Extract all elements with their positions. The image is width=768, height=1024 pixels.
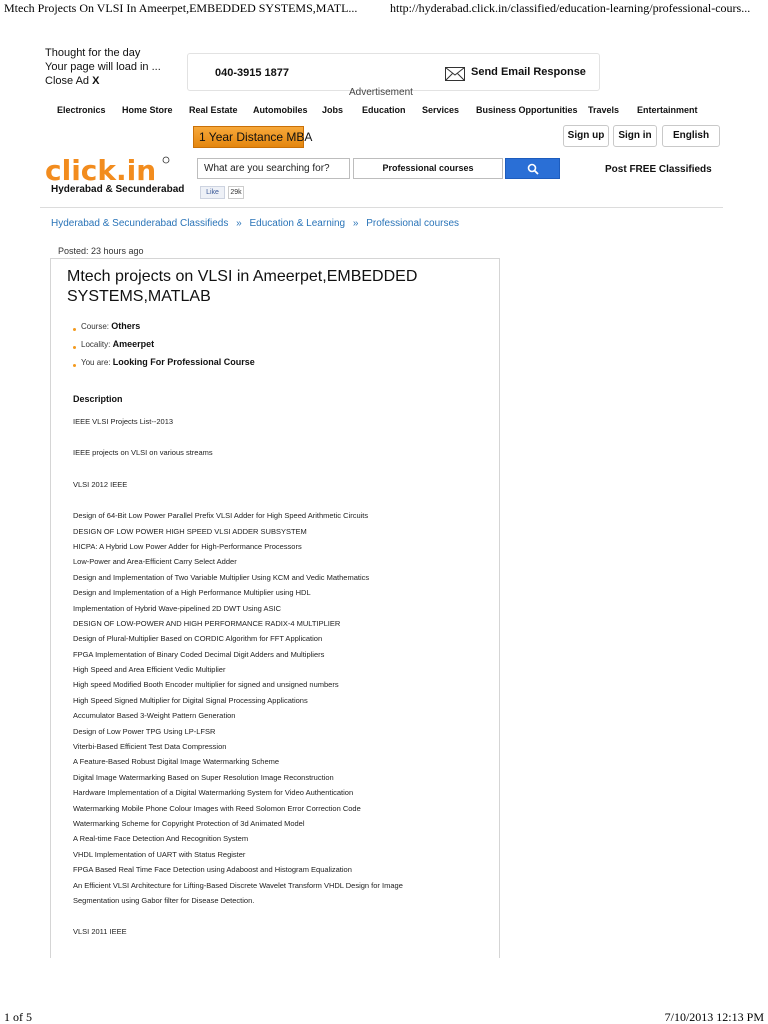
project-item: A Feature-Based Robust Digital Image Watermarking Scheme bbox=[73, 757, 280, 767]
project-item: FPGA Implementation of Binary Coded Decimal Digit Adders and Multipliers bbox=[73, 649, 325, 659]
category-nav bbox=[45, 105, 705, 121]
posted-time: Posted: 23 hours ago bbox=[58, 246, 144, 256]
search-button[interactable] bbox=[505, 158, 560, 179]
attribute-value: Looking For Professional Course bbox=[112, 357, 255, 367]
description-line: IEEE projects on VLSI on various streams bbox=[73, 448, 213, 458]
attribute-locality bbox=[73, 339, 255, 357]
breadcrumb-city[interactable]: Hyderabad & Secunderabad Classifieds bbox=[51, 218, 229, 229]
project-item: A Real-time Face Detection And Recognition System bbox=[73, 834, 249, 844]
nav-item-entertainment[interactable]: Entertainment bbox=[637, 105, 698, 115]
header-divider bbox=[40, 207, 723, 208]
project-item: Watermarking Mobile Phone Colour Images with Reed Solomon Error Correction Code bbox=[73, 803, 361, 813]
print-page-url: http://hyderabad.click.in/classified/education-learning/professional-cours... bbox=[390, 1, 751, 15]
banner-text: 1 Year Distance MBA bbox=[199, 130, 313, 144]
nav-item-business-opportunities[interactable]: Business Opportunities bbox=[476, 105, 578, 115]
logo-text: click.in bbox=[45, 154, 157, 186]
breadcrumb-separator: » bbox=[352, 218, 359, 229]
nav-item-education[interactable]: Education bbox=[362, 105, 406, 115]
email-envelope-icon bbox=[445, 67, 465, 81]
project-item: An Efficient VLSI Architecture for Lifting-Based Discrete Wavelet Transform VHDL Design for Image bbox=[73, 880, 403, 890]
print-header bbox=[0, 0, 768, 20]
project-item: High Speed Signed Multiplier for Digital Signal Processing Applications bbox=[73, 695, 308, 705]
language-button[interactable]: English bbox=[662, 125, 720, 147]
project-item: HICPA: A Hybrid Low Power Adder for High-Performance Processors bbox=[73, 541, 302, 551]
close-ad-link[interactable] bbox=[45, 74, 161, 88]
description-heading: Description bbox=[73, 394, 123, 404]
search-input[interactable]: What are you searching for? bbox=[197, 158, 350, 179]
project-item: DESIGN OF LOW POWER HIGH SPEED VLSI ADDER SUBSYSTEM bbox=[73, 526, 307, 536]
breadcrumb-professional-courses[interactable]: Professional courses bbox=[366, 218, 460, 229]
project-item: Design of Plural-Multiplier Based on CORDIC Algorithm for FFT Application bbox=[73, 634, 323, 644]
description-line: IEEE VLSI Projects List--2013 bbox=[73, 417, 174, 426]
project-item: Hardware Implementation of a Digital Watermarking System for Video Authentication bbox=[73, 788, 354, 798]
attribute-label: You are: bbox=[81, 358, 111, 367]
print-page-title: Mtech Projects On VLSI In Ameerpet,EMBEDDED SYSTEMS,MATL... bbox=[4, 1, 358, 15]
attribute-you-are bbox=[73, 357, 255, 375]
thought-line-2: Your page will load in ... bbox=[45, 61, 161, 73]
registered-mark-icon bbox=[163, 157, 169, 163]
project-item: Low-Power and Area-Efficient Carry Select Adder bbox=[73, 557, 237, 567]
print-page-number: 1 of 5 bbox=[4, 1010, 32, 1024]
project-item: Design of Low Power TPG Using LP-LFSR bbox=[73, 726, 216, 736]
nav-item-home-store[interactable]: Home Store bbox=[122, 105, 173, 115]
thought-line-1: Thought for the day bbox=[45, 47, 141, 59]
project-item: Implementation of Hybrid Wave-pipelined 2D DWT Using ASIC bbox=[73, 603, 282, 613]
project-item: Accumulator Based 3-Weight Pattern Generation bbox=[73, 711, 236, 721]
attribute-label: Locality: bbox=[81, 340, 111, 349]
description-body bbox=[73, 414, 488, 940]
description-line: VLSI 2012 IEEE bbox=[73, 479, 128, 489]
project-item: Design and Implementation of Two Variable Multiplier Using KCM and Vedic Mathematics bbox=[73, 572, 370, 582]
print-datetime: 7/10/2013 12:13 PM bbox=[664, 1010, 764, 1024]
project-item: DESIGN OF LOW-POWER AND HIGH PERFORMANCE RADIX-4 MULTIPLIER bbox=[73, 618, 341, 628]
search-icon bbox=[527, 163, 539, 175]
project-item: Design and Implementation of a High Performance Multiplier using HDL bbox=[73, 588, 311, 598]
sign-in-button[interactable]: Sign in bbox=[613, 125, 657, 147]
contact-box bbox=[187, 53, 600, 91]
nav-item-travels[interactable]: Travels bbox=[588, 105, 620, 115]
project-item: Digital Image Watermarking Based on Super Resolution Image Reconstruction bbox=[73, 772, 334, 782]
logo-city-subtitle: Hyderabad & Secunderabad bbox=[51, 184, 185, 195]
project-item: High Speed and Area Efficient Vedic Multiplier bbox=[73, 665, 226, 675]
project-item: FPGA Based Real Time Face Detection using Adaboost and Histogram Equalization bbox=[73, 865, 352, 875]
project-item: Viterbi-Based Efficient Test Data Compression bbox=[73, 742, 227, 752]
attribute-course bbox=[73, 321, 255, 339]
send-email-response-button[interactable]: Send Email Response bbox=[471, 66, 586, 78]
sign-up-button[interactable]: Sign up bbox=[563, 125, 609, 147]
project-item: Segmentation using Gabor filter for Disease Detection. bbox=[73, 895, 255, 905]
nav-item-automobiles[interactable]: Automobiles bbox=[253, 105, 308, 115]
attribute-label: Course: bbox=[81, 322, 110, 331]
description-line: VLSI 2011 IEEE bbox=[73, 927, 127, 937]
print-footer bbox=[0, 1008, 768, 1024]
project-list bbox=[73, 508, 488, 908]
project-item: Watermarking Scheme for Copyright Protection of 3d Animated Model bbox=[73, 818, 305, 828]
distance-mba-banner[interactable] bbox=[193, 126, 313, 148]
breadcrumb bbox=[51, 218, 459, 229]
breadcrumb-separator: » bbox=[236, 218, 242, 229]
project-item: High speed Modified Booth Encoder multiplier for signed and unsigned numbers bbox=[73, 680, 339, 690]
advertisement-label: Advertisement bbox=[349, 87, 413, 98]
click-in-logo[interactable] bbox=[45, 154, 175, 186]
project-item: Design of 64-Bit Low Power Parallel Prefix VLSI Adder for High Speed Arithmetic Circuits bbox=[73, 511, 369, 521]
nav-item-jobs[interactable]: Jobs bbox=[322, 105, 344, 115]
listing-title: Mtech projects on VLSI in Ameerpet,EMBEDDED SYSTEMS,MATLAB bbox=[67, 268, 418, 305]
attribute-value: Ameerpet bbox=[112, 339, 155, 349]
facebook-like-button[interactable]: Like bbox=[200, 186, 225, 199]
phone-number: 040-3915 1877 bbox=[215, 67, 290, 79]
project-item: VHDL Implementation of UART with Status Register bbox=[73, 849, 246, 859]
breadcrumb-education[interactable]: Education & Learning bbox=[249, 218, 346, 229]
close-ad-label: Close Ad bbox=[45, 75, 90, 87]
close-ad-x[interactable]: X bbox=[92, 75, 100, 87]
like-count: 29k bbox=[228, 186, 244, 199]
listing-card bbox=[50, 258, 500, 958]
category-select[interactable]: Professional courses bbox=[353, 158, 503, 179]
listing-attributes bbox=[73, 321, 255, 375]
nav-item-electronics[interactable]: Electronics bbox=[57, 105, 106, 115]
attribute-value: Others bbox=[111, 321, 141, 331]
post-free-classifieds-link[interactable]: Post FREE Classifieds bbox=[605, 164, 712, 175]
nav-item-real-estate[interactable]: Real Estate bbox=[189, 105, 238, 115]
nav-item-services[interactable]: Services bbox=[422, 105, 460, 115]
thought-for-the-day bbox=[45, 46, 161, 88]
